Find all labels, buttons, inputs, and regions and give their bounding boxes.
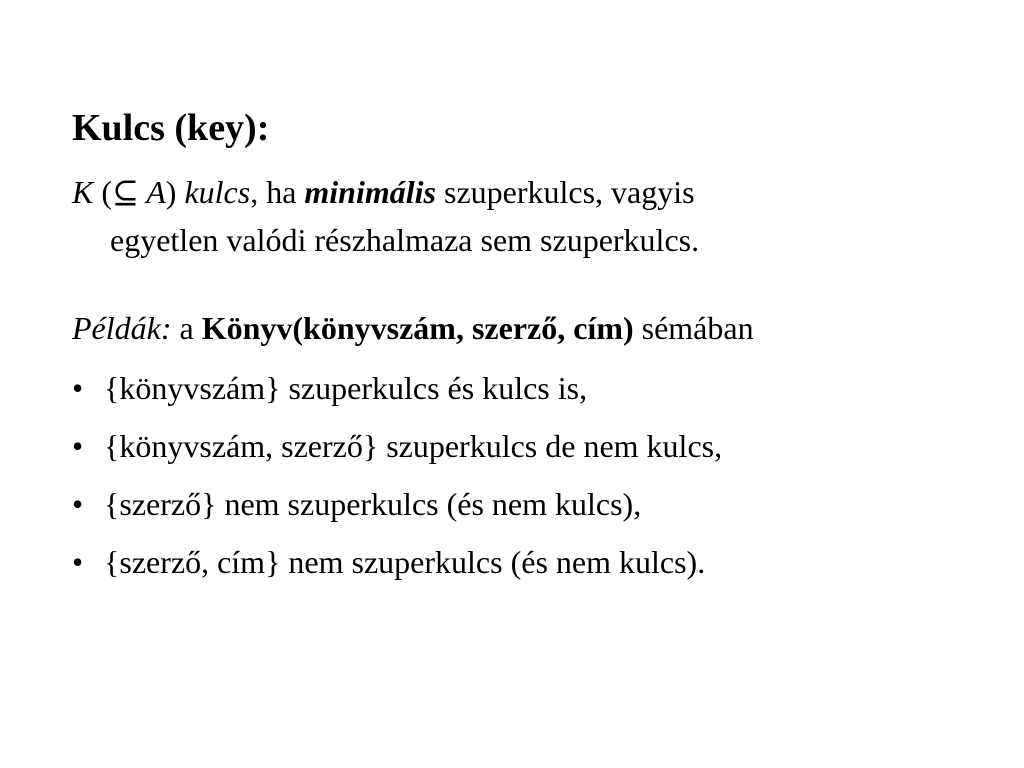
text-ha: , ha xyxy=(250,174,305,210)
variable-a: A xyxy=(138,174,166,210)
definition-line-2: egyetlen valódi részhalmaza sem szuperkulcs. xyxy=(110,222,700,258)
slide-title: Kulcs (key): xyxy=(72,107,270,149)
examples-suffix: sémában xyxy=(633,310,754,346)
bullet-icon: • xyxy=(72,544,84,580)
key-definition xyxy=(72,168,952,264)
emphasis-minimalis: minimális xyxy=(304,174,436,210)
bullet-icon: • xyxy=(72,486,84,522)
definition-rest: szuperkulcs, vagyis xyxy=(435,174,695,210)
schema-name: Könyv(könyvszám, szerző, cím) xyxy=(201,310,634,346)
bullet-icon: • xyxy=(72,428,84,464)
list-item-text: {szerző} nem szuperkulcs (és nem kulcs), xyxy=(104,486,642,522)
list-item-text: {szerző, cím} nem szuperkulcs (és nem kulcs). xyxy=(104,544,706,580)
examples-article: a xyxy=(171,310,202,346)
term-kulcs: kulcs xyxy=(184,174,251,210)
list-item-text: {könyvszám} szuperkulcs és kulcs is, xyxy=(104,370,588,406)
list-item-text: {könyvszám, szerző} szuperkulcs de nem kulcs, xyxy=(104,428,723,464)
definition-line-1 xyxy=(72,168,952,216)
bullet-icon: • xyxy=(72,370,84,406)
variable-k: K xyxy=(72,174,94,210)
examples-label: Példák: xyxy=(72,310,172,346)
subset-symbol: ⊆ xyxy=(112,174,139,210)
paren-open: ( xyxy=(93,174,112,210)
paren-close: ) xyxy=(165,174,185,210)
examples-line xyxy=(72,304,754,352)
